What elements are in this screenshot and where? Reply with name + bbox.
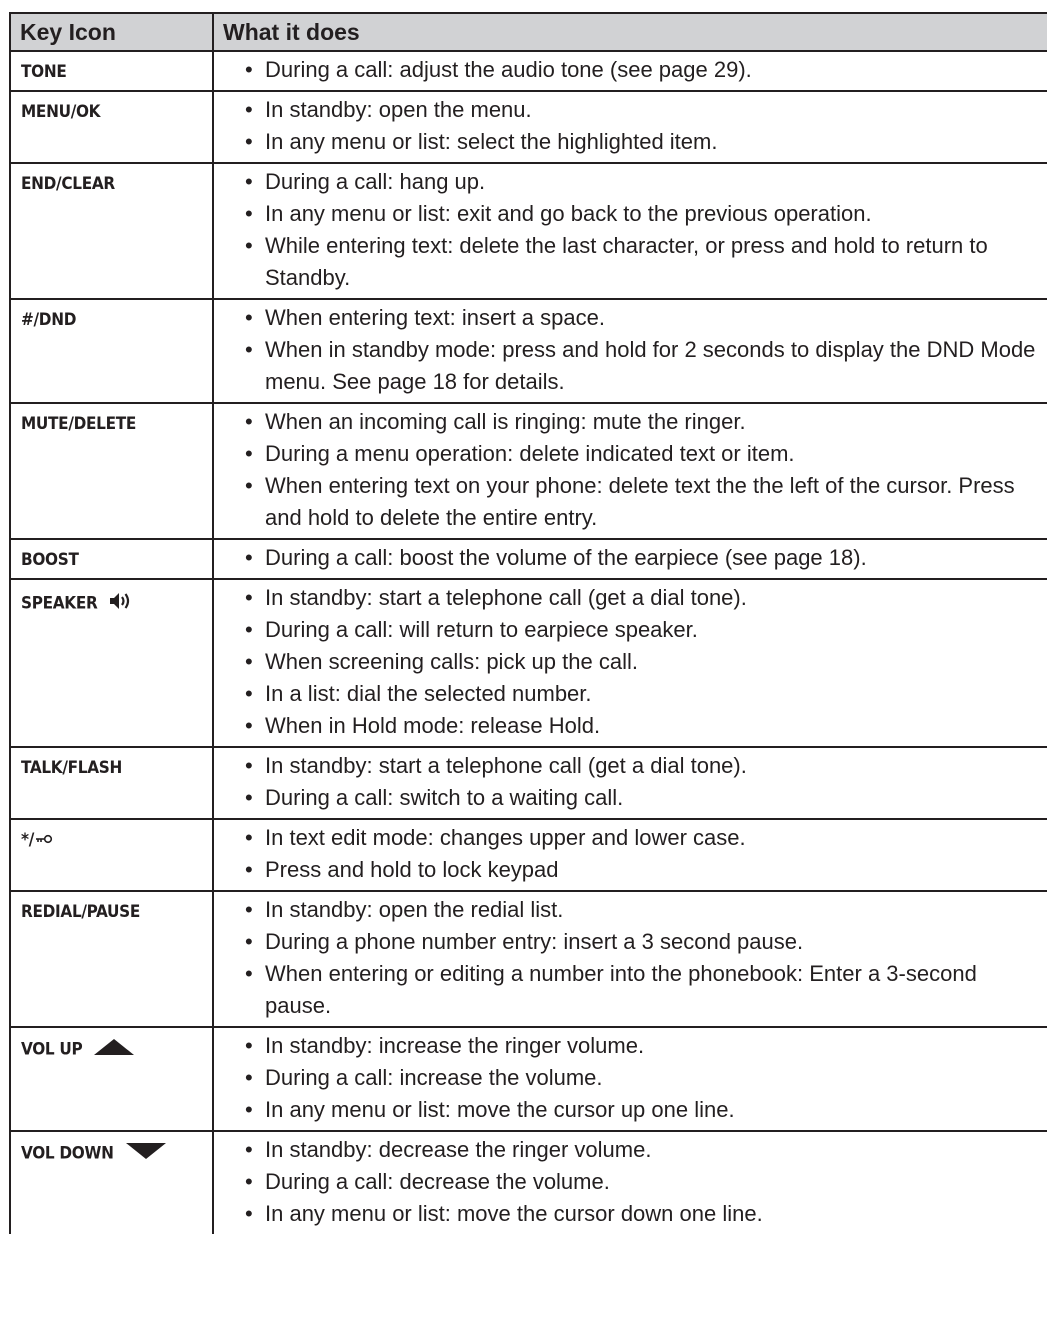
bullet-list	[214, 54, 1047, 86]
key-label: REDIAL/PAUSE	[21, 902, 141, 922]
key-label: SPEAKER	[21, 593, 98, 614]
bullet-item: • During a menu operation: delete indicated text or item.	[214, 438, 1047, 470]
bullet-list	[214, 302, 1047, 398]
bullet-list	[214, 1134, 1047, 1230]
description-cell	[213, 163, 1047, 299]
bullet-item: • When entering or editing a number into the phonebook: Enter a 3-second pause.	[214, 958, 1047, 1022]
bullet-list	[214, 94, 1047, 158]
bullet-item: • In any menu or list: select the highlighted item.	[214, 126, 1047, 158]
bullet-item: • During a call: boost the volume of the earpiece (see page 18).	[214, 542, 1047, 574]
key-label: */	[21, 830, 34, 850]
key-label: END/CLEAR	[21, 174, 115, 194]
description-cell	[213, 51, 1047, 91]
table-row	[10, 51, 1047, 91]
bullet-item: • In text edit mode: changes upper and lower case.	[214, 822, 1047, 854]
bullet-list	[214, 1030, 1047, 1126]
bullet-list	[214, 582, 1047, 742]
bullet-item: • In any menu or list: move the cursor down one line.	[214, 1198, 1047, 1230]
bullet-item: • When an incoming call is ringing: mute the ringer.	[214, 406, 1047, 438]
bullet-item: • In standby: start a telephone call (get a dial tone).	[214, 750, 1047, 782]
key-function-table	[9, 12, 1047, 1234]
key-cell	[10, 579, 213, 747]
speaker-icon	[108, 590, 132, 617]
bullet-item: • During a call: adjust the audio tone (see page 29).	[214, 54, 1047, 86]
bullet-item: • During a call: decrease the volume.	[214, 1166, 1047, 1198]
bullet-item: • In standby: open the redial list.	[214, 894, 1047, 926]
key-label: VOL UP	[21, 1039, 83, 1060]
key-label: TONE	[21, 62, 67, 82]
table-row	[10, 819, 1047, 891]
table-row	[10, 91, 1047, 163]
key-cell	[10, 163, 213, 299]
bullet-item: • In any menu or list: move the cursor up one line.	[214, 1094, 1047, 1126]
key-label: #/DND	[21, 310, 77, 330]
bullet-item: • When entering text: insert a space.	[214, 302, 1047, 334]
triangle-up-icon	[92, 1038, 136, 1061]
bullet-item: • In standby: decrease the ringer volume.	[214, 1134, 1047, 1166]
key-cell	[10, 539, 213, 579]
table-body	[10, 51, 1047, 1234]
bullet-item: • During a call: switch to a waiting call.	[214, 782, 1047, 814]
description-cell	[213, 403, 1047, 539]
table-row	[10, 579, 1047, 747]
key-cell	[10, 51, 213, 91]
description-cell	[213, 747, 1047, 819]
bullet-item: • While entering text: delete the last character, or press and hold to return to Standby.	[214, 230, 1047, 294]
bullet-item: • During a call: hang up.	[214, 166, 1047, 198]
bullet-item: • In standby: increase the ringer volume.	[214, 1030, 1047, 1062]
key-cell	[10, 1131, 213, 1234]
key-cell	[10, 299, 213, 403]
bullet-item: • When in Hold mode: release Hold.	[214, 710, 1047, 742]
bullet-list	[214, 542, 1047, 574]
table-row	[10, 891, 1047, 1027]
description-cell	[213, 819, 1047, 891]
bullet-item: • In standby: start a telephone call (get a dial tone).	[214, 582, 1047, 614]
description-cell	[213, 1027, 1047, 1131]
bullet-list	[214, 166, 1047, 294]
bullet-list	[214, 894, 1047, 1022]
bullet-item: • In any menu or list: exit and go back to the previous operation.	[214, 198, 1047, 230]
bullet-item: • When in standby mode: press and hold for 2 seconds to display the DND Mode menu. See page 18 for details.	[214, 334, 1047, 398]
key-label: MUTE/DELETE	[21, 414, 137, 434]
table-row	[10, 403, 1047, 539]
key-cell	[10, 819, 213, 891]
description-cell	[213, 1131, 1047, 1234]
table-header-row	[10, 13, 1047, 51]
bullet-item: • Press and hold to lock keypad	[214, 854, 1047, 886]
key-lock-icon	[35, 830, 53, 850]
description-cell	[213, 91, 1047, 163]
table-row	[10, 163, 1047, 299]
bullet-item: • During a call: increase the volume.	[214, 1062, 1047, 1094]
key-label: BOOST	[21, 550, 79, 570]
bullet-list	[214, 822, 1047, 886]
triangle-down-icon	[124, 1142, 168, 1165]
description-cell	[213, 891, 1047, 1027]
bullet-list	[214, 750, 1047, 814]
bullet-item: • In standby: open the menu.	[214, 94, 1047, 126]
key-cell	[10, 1027, 213, 1131]
key-cell	[10, 891, 213, 1027]
table-row	[10, 1131, 1047, 1234]
bullet-item: • When entering text on your phone: delete text the the left of the cursor. Press and hold to delete the entire entry.	[214, 470, 1047, 534]
table-row	[10, 1027, 1047, 1131]
table-row	[10, 747, 1047, 819]
bullet-item: • When screening calls: pick up the call.	[214, 646, 1047, 678]
description-cell	[213, 299, 1047, 403]
table-row	[10, 539, 1047, 579]
bullet-item: • In a list: dial the selected number.	[214, 678, 1047, 710]
bullet-list	[214, 406, 1047, 534]
key-label: VOL DOWN	[21, 1143, 114, 1164]
description-cell	[213, 539, 1047, 579]
key-label: MENU/OK	[21, 102, 101, 122]
bullet-item: • During a call: will return to earpiece speaker.	[214, 614, 1047, 646]
key-cell	[10, 91, 213, 163]
key-label: TALK/FLASH	[21, 758, 122, 778]
description-cell	[213, 579, 1047, 747]
bullet-item: • During a phone number entry: insert a 3 second pause.	[214, 926, 1047, 958]
header-key-icon: Key Icon	[10, 13, 213, 51]
key-cell	[10, 747, 213, 819]
header-what-it-does: What it does	[213, 13, 1047, 51]
key-cell	[10, 403, 213, 539]
table-row	[10, 299, 1047, 403]
